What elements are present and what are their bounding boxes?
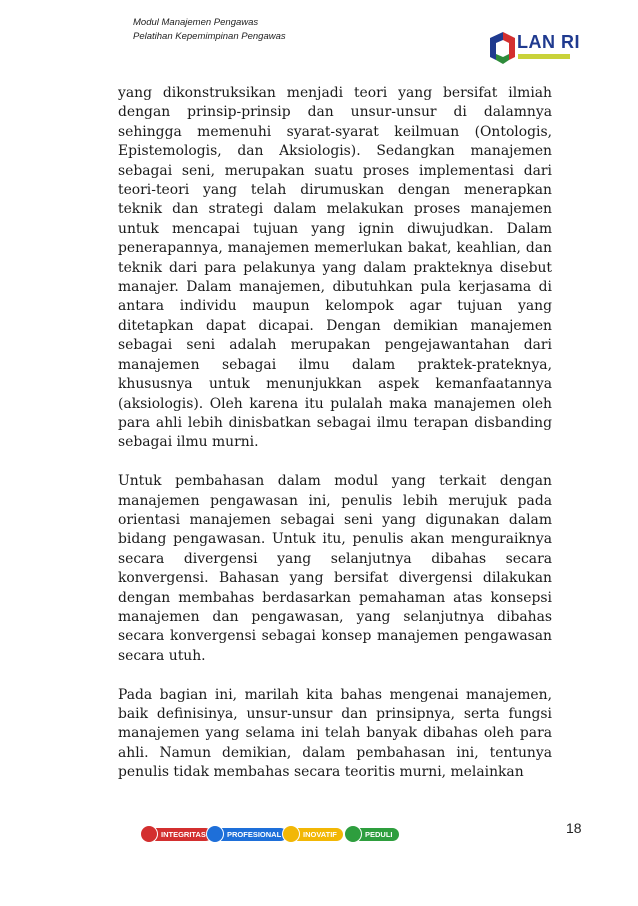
value-label: PROFESIONAL	[220, 828, 287, 841]
lightbulb-icon	[282, 825, 300, 843]
logo-tagline-bar	[518, 54, 570, 59]
paragraph-2: Untuk pembahasan dalam modul yang terkait dengan manajemen pengawasan ini, penulis lebih merujuk pada orientasi manajemen sebagai seni yang digunakan dalam bidang pengawasan. Untuk itu, penulis akan menguraiknya secara divergensi yang selanjutnya dibahas secara konvergensi. Bahasan yang bersifat divergensi dilakukan dengan membahas berdasarkan pemahaman atas konsepsi manajemen dan pengawasan, yang selanjutnya dibahas secara konvergensi sebagai konsep manajemen pengawasan secara utuh.	[118, 473, 552, 664]
value-label: INTEGRITAS	[154, 828, 212, 841]
integrity-icon	[140, 825, 158, 843]
lan-ri-logo-icon	[487, 30, 517, 70]
core-values-banner	[140, 820, 400, 848]
professional-icon	[206, 825, 224, 843]
care-icon	[344, 825, 362, 843]
value-label: PEDULI	[358, 828, 399, 841]
value-peduli	[344, 826, 399, 842]
paragraph-3: Pada bagian ini, marilah kita bahas mengenai manajemen, baik definisinya, unsur-unsur dan prinsipnya, serta fungsi manajemen yang selama ini telah banyak dibahas oleh para ahli. Namun demikian, dalam pembahasan ini, tentunya penulis tidak membahas secara teoritis murni, melainkan	[118, 686, 552, 781]
module-title: Modul Manajemen Pengawas	[133, 17, 259, 28]
value-inovatif	[282, 826, 343, 842]
running-header	[133, 16, 433, 44]
lan-ri-logo	[487, 30, 607, 70]
value-label: INOVATIF	[296, 828, 343, 841]
value-integritas	[140, 826, 212, 842]
logo-text: LAN RI	[517, 32, 580, 52]
body-text	[118, 84, 552, 802]
page-number: 18	[566, 820, 582, 836]
value-profesional	[206, 826, 287, 842]
paragraph-1: yang dikonstruksikan menjadi teori yang bersifat ilmiah dengan prinsip-prinsip dan unsur-unsur di dalamnya sehingga memenuhi syarat-syarat keilmuan (Ontologis, Epistemologis, dan Aksiologis). Sedangkan manajemen sebagai seni, merupakan suatu proses implementasi dari teori-teori yang telah dirumuskan dengan menerapkan teknik dan strategi dalam melakukan proses manajemen untuk mencapai tujuan yang ignin diwujudkan. Dalam penerapannya, manajemen memerlukan bakat, keahlian, dan teknik dari para pelakunya yang dalam prakteknya disebut manajer. Dalam manajemen, dibutuhkan pula kerjasama di antara individu maupun kelompok agar tujuan yang ditetapkan dapat dicapai. Dengan demikian manajemen sebagai seni adalah merupakan pengejawantahan dari manajemen sebagai ilmu dalam praktek-prateknya, khususnya untuk menunjukkan aspek kemanfaatannya (aksiologis). Oleh karena itu pulalah maka manajemen oleh para ahli lebih dinisbatkan sebagai ilmu terapan disbanding sebagai ilmu murni.	[118, 85, 552, 451]
training-title: Pelatihan Kepemimpinan Pengawas	[133, 31, 286, 42]
